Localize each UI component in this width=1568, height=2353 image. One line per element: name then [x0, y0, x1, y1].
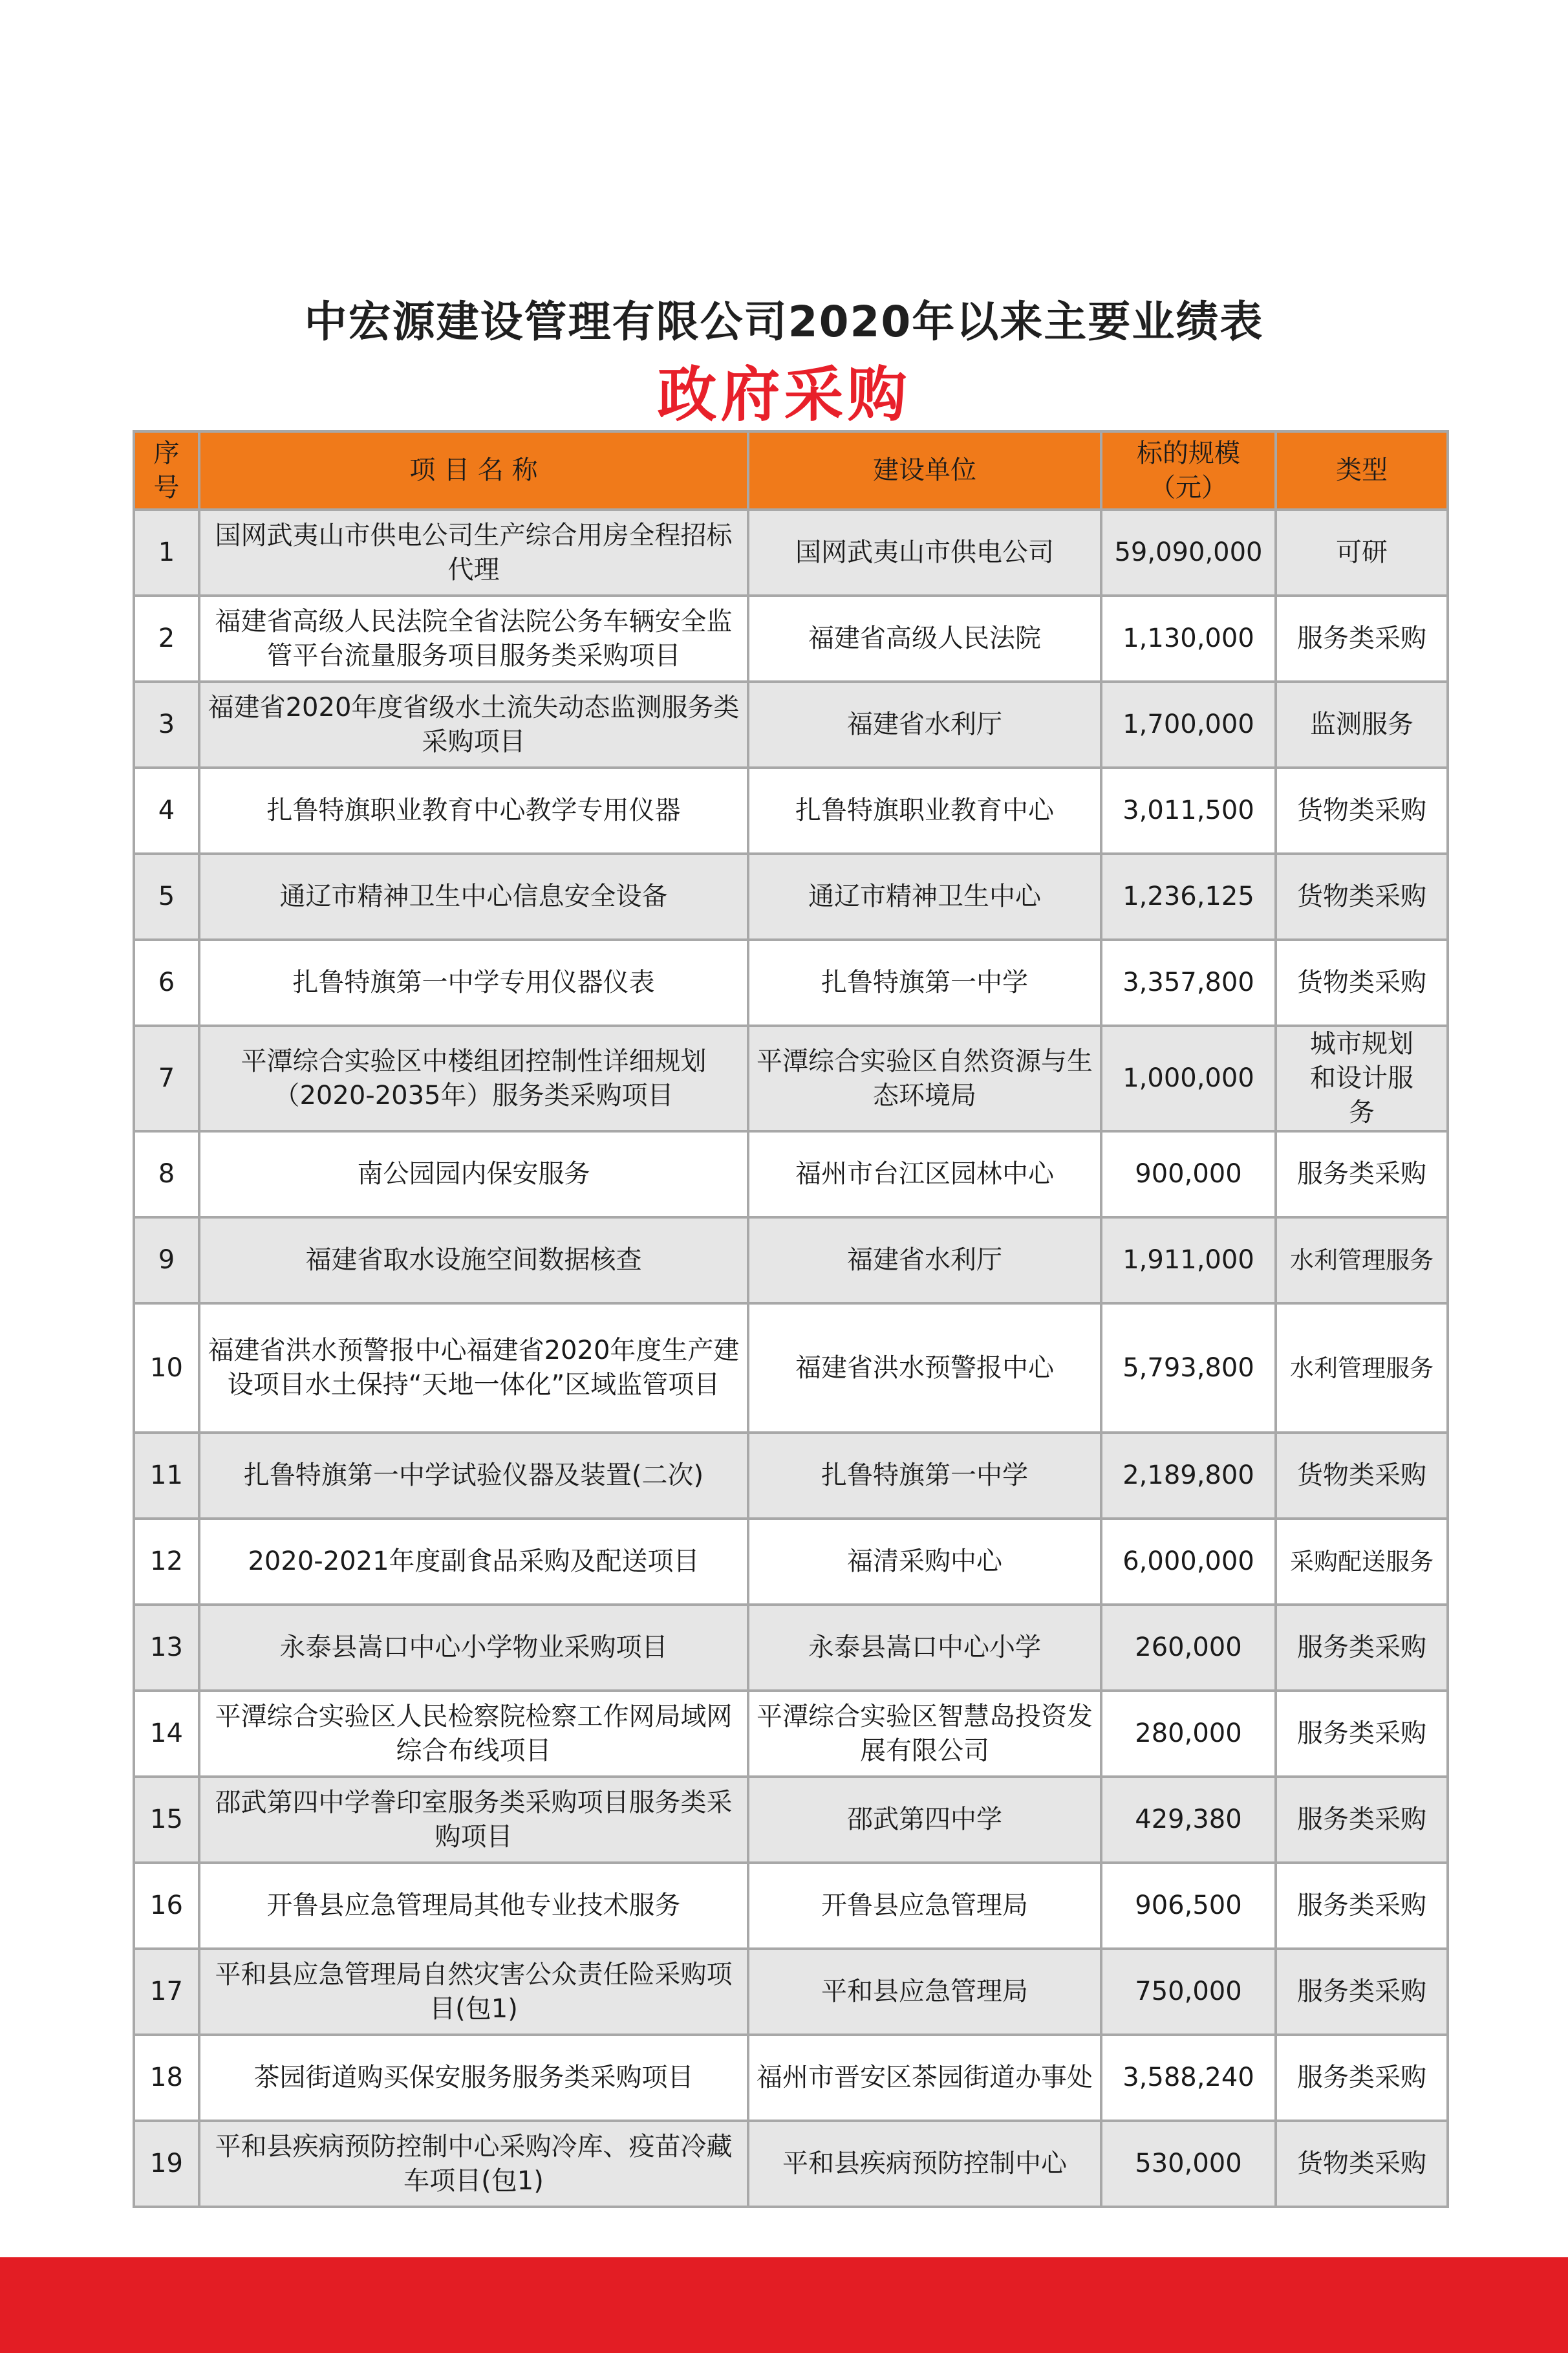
- row-unit: 福建省高级人民法院: [748, 596, 1101, 682]
- row-project: 扎鲁特旗第一中学试验仪器及装置(二次): [199, 1433, 748, 1519]
- table-row: [134, 1777, 1448, 1863]
- row-unit: 开鲁县应急管理局: [748, 1863, 1101, 1949]
- table-row: [134, 2121, 1448, 2207]
- table-row: [134, 1217, 1448, 1303]
- table-row: [134, 1303, 1448, 1433]
- row-unit: 平和县应急管理局: [748, 1949, 1101, 2035]
- row-type: 货物类采购: [1276, 940, 1448, 1026]
- row-unit: 福建省水利厅: [748, 682, 1101, 768]
- header-index: 序号: [134, 431, 199, 510]
- row-unit: 平和县疾病预防控制中心: [748, 2121, 1101, 2207]
- table-header: [134, 431, 1448, 510]
- row-unit: 国网武夷山市供电公司: [748, 510, 1101, 596]
- header-amount: 标的规模（元）: [1101, 431, 1276, 510]
- row-type: 服务类采购: [1276, 1777, 1448, 1863]
- row-type: 监测服务: [1276, 682, 1448, 768]
- footer-red-band: [0, 2257, 1568, 2353]
- row-unit: 福州市晋安区茶园街道办事处: [748, 2035, 1101, 2121]
- row-type: 采购配送服务: [1276, 1519, 1448, 1605]
- row-project: 福建省2020年度省级水土流失动态监测服务类采购项目: [199, 682, 748, 768]
- row-amount: 6,000,000: [1101, 1519, 1276, 1605]
- row-amount: 5,793,800: [1101, 1303, 1276, 1433]
- header-unit: 建设单位: [748, 431, 1101, 510]
- row-amount: 1,130,000: [1101, 596, 1276, 682]
- row-amount: 750,000: [1101, 1949, 1276, 2035]
- table-row: [134, 1433, 1448, 1519]
- row-type: 货物类采购: [1276, 1433, 1448, 1519]
- row-index: 6: [134, 940, 199, 1026]
- row-index: 11: [134, 1433, 199, 1519]
- row-amount: 260,000: [1101, 1605, 1276, 1691]
- table-body: [134, 510, 1448, 2207]
- row-project: 南公园园内保安服务: [199, 1131, 748, 1217]
- row-amount: 1,911,000: [1101, 1217, 1276, 1303]
- header-project: 项 目 名 称: [199, 431, 748, 510]
- row-project: 国网武夷山市供电公司生产综合用房全程招标代理: [199, 510, 748, 596]
- row-type: 可研: [1276, 510, 1448, 596]
- row-amount: 1,000,000: [1101, 1026, 1276, 1131]
- row-type: 服务类采购: [1276, 1605, 1448, 1691]
- row-type: 货物类采购: [1276, 854, 1448, 940]
- row-project: 平潭综合实验区中楼组团控制性详细规划（2020-2035年）服务类采购项目: [199, 1026, 748, 1131]
- table-row: [134, 682, 1448, 768]
- row-type: 货物类采购: [1276, 768, 1448, 854]
- row-project: 开鲁县应急管理局其他专业技术服务: [199, 1863, 748, 1949]
- row-unit: 福清采购中心: [748, 1519, 1101, 1605]
- row-project: 平潭综合实验区人民检察院检察工作网局域网综合布线项目: [199, 1691, 748, 1777]
- row-type: 水利管理服务: [1276, 1303, 1448, 1433]
- row-project: 扎鲁特旗第一中学专用仪器仪表: [199, 940, 748, 1026]
- row-amount: 280,000: [1101, 1691, 1276, 1777]
- table-row: [134, 596, 1448, 682]
- row-unit: 扎鲁特旗第一中学: [748, 940, 1101, 1026]
- row-amount: 900,000: [1101, 1131, 1276, 1217]
- row-index: 3: [134, 682, 199, 768]
- table-row: [134, 1863, 1448, 1949]
- table-row: [134, 1519, 1448, 1605]
- table-row: [134, 1605, 1448, 1691]
- performance-table: [133, 430, 1449, 2208]
- row-project: 平和县应急管理局自然灾害公众责任险采购项目(包1): [199, 1949, 748, 2035]
- row-project: 平和县疾病预防控制中心采购冷库、疫苗冷藏车项目(包1): [199, 2121, 748, 2207]
- table-row: [134, 854, 1448, 940]
- row-project: 福建省取水设施空间数据核查: [199, 1217, 748, 1303]
- row-index: 9: [134, 1217, 199, 1303]
- row-index: 4: [134, 768, 199, 854]
- row-amount: 59,090,000: [1101, 510, 1276, 596]
- table-row: [134, 1949, 1448, 2035]
- row-project: 永泰县嵩口中心小学物业采购项目: [199, 1605, 748, 1691]
- section-subtitle: 政府采购: [657, 360, 911, 429]
- table-row: [134, 1026, 1448, 1131]
- row-amount: 2,189,800: [1101, 1433, 1276, 1519]
- row-amount: 1,700,000: [1101, 682, 1276, 768]
- row-unit: 福建省水利厅: [748, 1217, 1101, 1303]
- row-index: 14: [134, 1691, 199, 1777]
- row-type: 服务类采购: [1276, 596, 1448, 682]
- row-amount: 530,000: [1101, 2121, 1276, 2207]
- row-project: 福建省洪水预警报中心福建省2020年度生产建设项目水土保持“天地一体化”区域监管项目: [199, 1303, 748, 1433]
- table-row: [134, 768, 1448, 854]
- row-amount: 429,380: [1101, 1777, 1276, 1863]
- row-amount: 3,357,800: [1101, 940, 1276, 1026]
- row-type: 货物类采购: [1276, 2121, 1448, 2207]
- row-unit: 平潭综合实验区智慧岛投资发展有限公司: [748, 1691, 1101, 1777]
- row-unit: 扎鲁特旗第一中学: [748, 1433, 1101, 1519]
- row-project: 邵武第四中学誊印室服务类采购项目服务类采购项目: [199, 1777, 748, 1863]
- row-unit: 福州市台江区园林中心: [748, 1131, 1101, 1217]
- row-index: 13: [134, 1605, 199, 1691]
- table-row: [134, 1691, 1448, 1777]
- row-project: 通辽市精神卫生中心信息安全设备: [199, 854, 748, 940]
- row-type: 服务类采购: [1276, 1691, 1448, 1777]
- row-amount: 3,011,500: [1101, 768, 1276, 854]
- row-amount: 906,500: [1101, 1863, 1276, 1949]
- row-index: 19: [134, 2121, 199, 2207]
- row-index: 10: [134, 1303, 199, 1433]
- header-type: 类型: [1276, 431, 1448, 510]
- row-type: 服务类采购: [1276, 2035, 1448, 2121]
- row-index: 18: [134, 2035, 199, 2121]
- row-project: 福建省高级人民法院全省法院公务车辆安全监管平台流量服务项目服务类采购项目: [199, 596, 748, 682]
- row-index: 5: [134, 854, 199, 940]
- row-amount: 1,236,125: [1101, 854, 1276, 940]
- row-project: 茶园街道购买保安服务服务类采购项目: [199, 2035, 748, 2121]
- row-project: 扎鲁特旗职业教育中心教学专用仪器: [199, 768, 748, 854]
- row-type: 服务类采购: [1276, 1863, 1448, 1949]
- row-unit: 通辽市精神卫生中心: [748, 854, 1101, 940]
- row-index: 8: [134, 1131, 199, 1217]
- row-unit: 扎鲁特旗职业教育中心: [748, 768, 1101, 854]
- row-type: 服务类采购: [1276, 1949, 1448, 2035]
- row-unit: 福建省洪水预警报中心: [748, 1303, 1101, 1433]
- row-index: 7: [134, 1026, 199, 1131]
- row-unit: 永泰县嵩口中心小学: [748, 1605, 1101, 1691]
- row-type: 服务类采购: [1276, 1131, 1448, 1217]
- row-index: 1: [134, 510, 199, 596]
- row-amount: 3,588,240: [1101, 2035, 1276, 2121]
- table-row: [134, 2035, 1448, 2121]
- table-row: [134, 510, 1448, 596]
- document-title: 中宏源建设管理有限公司2020年以来主要业绩表: [304, 297, 1264, 347]
- row-unit: 邵武第四中学: [748, 1777, 1101, 1863]
- row-project: 2020-2021年度副食品采购及配送项目: [199, 1519, 748, 1605]
- table-row: [134, 1131, 1448, 1217]
- header-row: [134, 431, 1448, 510]
- row-index: 16: [134, 1863, 199, 1949]
- row-unit: 平潭综合实验区自然资源与生态环境局: [748, 1026, 1101, 1131]
- row-type: 城市规划和设计服务: [1276, 1026, 1448, 1131]
- row-index: 15: [134, 1777, 199, 1863]
- row-index: 12: [134, 1519, 199, 1605]
- row-type: 水利管理服务: [1276, 1217, 1448, 1303]
- row-index: 17: [134, 1949, 199, 2035]
- row-index: 2: [134, 596, 199, 682]
- table-row: [134, 940, 1448, 1026]
